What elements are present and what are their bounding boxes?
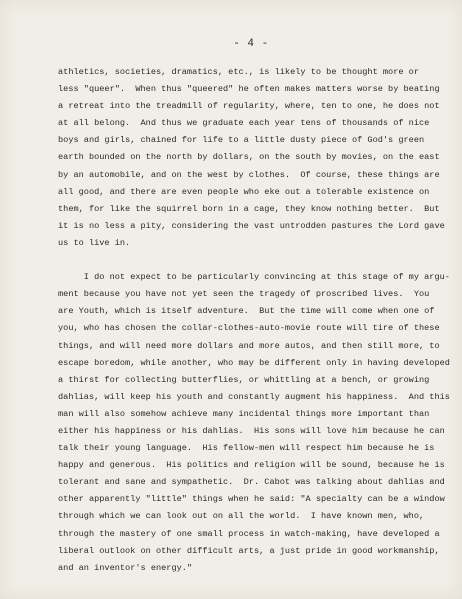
text-line: all good, and there are even people who eke out a tolerable existence on bbox=[58, 186, 430, 197]
text-line: happy and generous. His politics and religion will be sound, because he is bbox=[58, 460, 445, 471]
text-line: escape boredom, while another, who may be different only in having developed bbox=[58, 357, 450, 368]
text-line: through the mastery of one small process in watch-making, have developed a bbox=[58, 528, 440, 539]
text-line: athletics, societies, dramatics, etc., is likely to be thought more or bbox=[58, 67, 419, 77]
text-line: a thirst for collecting butterflies, or whittling at a bench, or growing bbox=[58, 374, 430, 385]
text-line: less "queer". When thus "queered" he often makes matters worse by beating bbox=[58, 84, 440, 95]
text-line: either his happiness or his dahlias. His sons will love him because he can bbox=[58, 425, 445, 436]
text-line: man will also somehow achieve many incidental things more important than bbox=[58, 408, 430, 419]
text-line: at all belong. And thus we graduate each year tens of thousands of nice bbox=[58, 118, 430, 129]
text-line: ment because you have not yet seen the tragedy of proscribed lives. You bbox=[58, 289, 430, 300]
text-line: through which we can look out on all the world. I have known men, who, bbox=[58, 511, 425, 522]
text-line: are Youth, which is itself adventure. But the time will come when one of bbox=[58, 306, 435, 317]
text-line: liberal outlook on other difficult arts, a just pride in good workmanship, bbox=[58, 545, 440, 556]
text-line: other apparently "little" things when he said: "A specialty can be a window bbox=[58, 494, 445, 505]
text-line: things, and will need more dollars and more autos, and then still more, to bbox=[58, 340, 440, 351]
paragraph-gap bbox=[58, 252, 438, 269]
body-text bbox=[58, 64, 450, 577]
paragraph-2 bbox=[58, 269, 450, 577]
text-line: us to live in. bbox=[58, 237, 131, 248]
page-number: - 4 - bbox=[233, 38, 269, 50]
text-line: it is no less a pity, considering the vast untrodden pastures the Lord gave bbox=[58, 220, 445, 231]
text-line: I do not expect to be particularly convincing at this stage of my argu- bbox=[58, 272, 450, 283]
text-line: them, for like the squirrel born in a cage, they know nothing better. But bbox=[58, 203, 440, 214]
text-line: you, who has chosen the collar-clothes-auto-movie route will tire of these bbox=[58, 323, 440, 334]
text-line: dahlias, will keep his youth and constantly augment his happiness. And this bbox=[58, 391, 450, 402]
paragraph-1 bbox=[58, 64, 445, 252]
text-line: and an inventor's energy." bbox=[58, 562, 193, 573]
text-line: by an automobile, and on the west by clothes. Of course, these things are bbox=[58, 169, 440, 180]
text-line: earth bounded on the north by dollars, on the south by movies, on the east bbox=[58, 152, 440, 163]
text-line: boys and girls, chained for life to a little dusty piece of God's green bbox=[58, 135, 425, 146]
text-line: tolerant and sane and sympathetic. Dr. Cabot was talking about dahlias and bbox=[58, 477, 445, 488]
text-line: talk their young language. His fellow-men will respect him because he is bbox=[58, 443, 435, 454]
text-line: a retreat into the treadmill of regularity, where, ten to one, he does not bbox=[58, 101, 440, 112]
